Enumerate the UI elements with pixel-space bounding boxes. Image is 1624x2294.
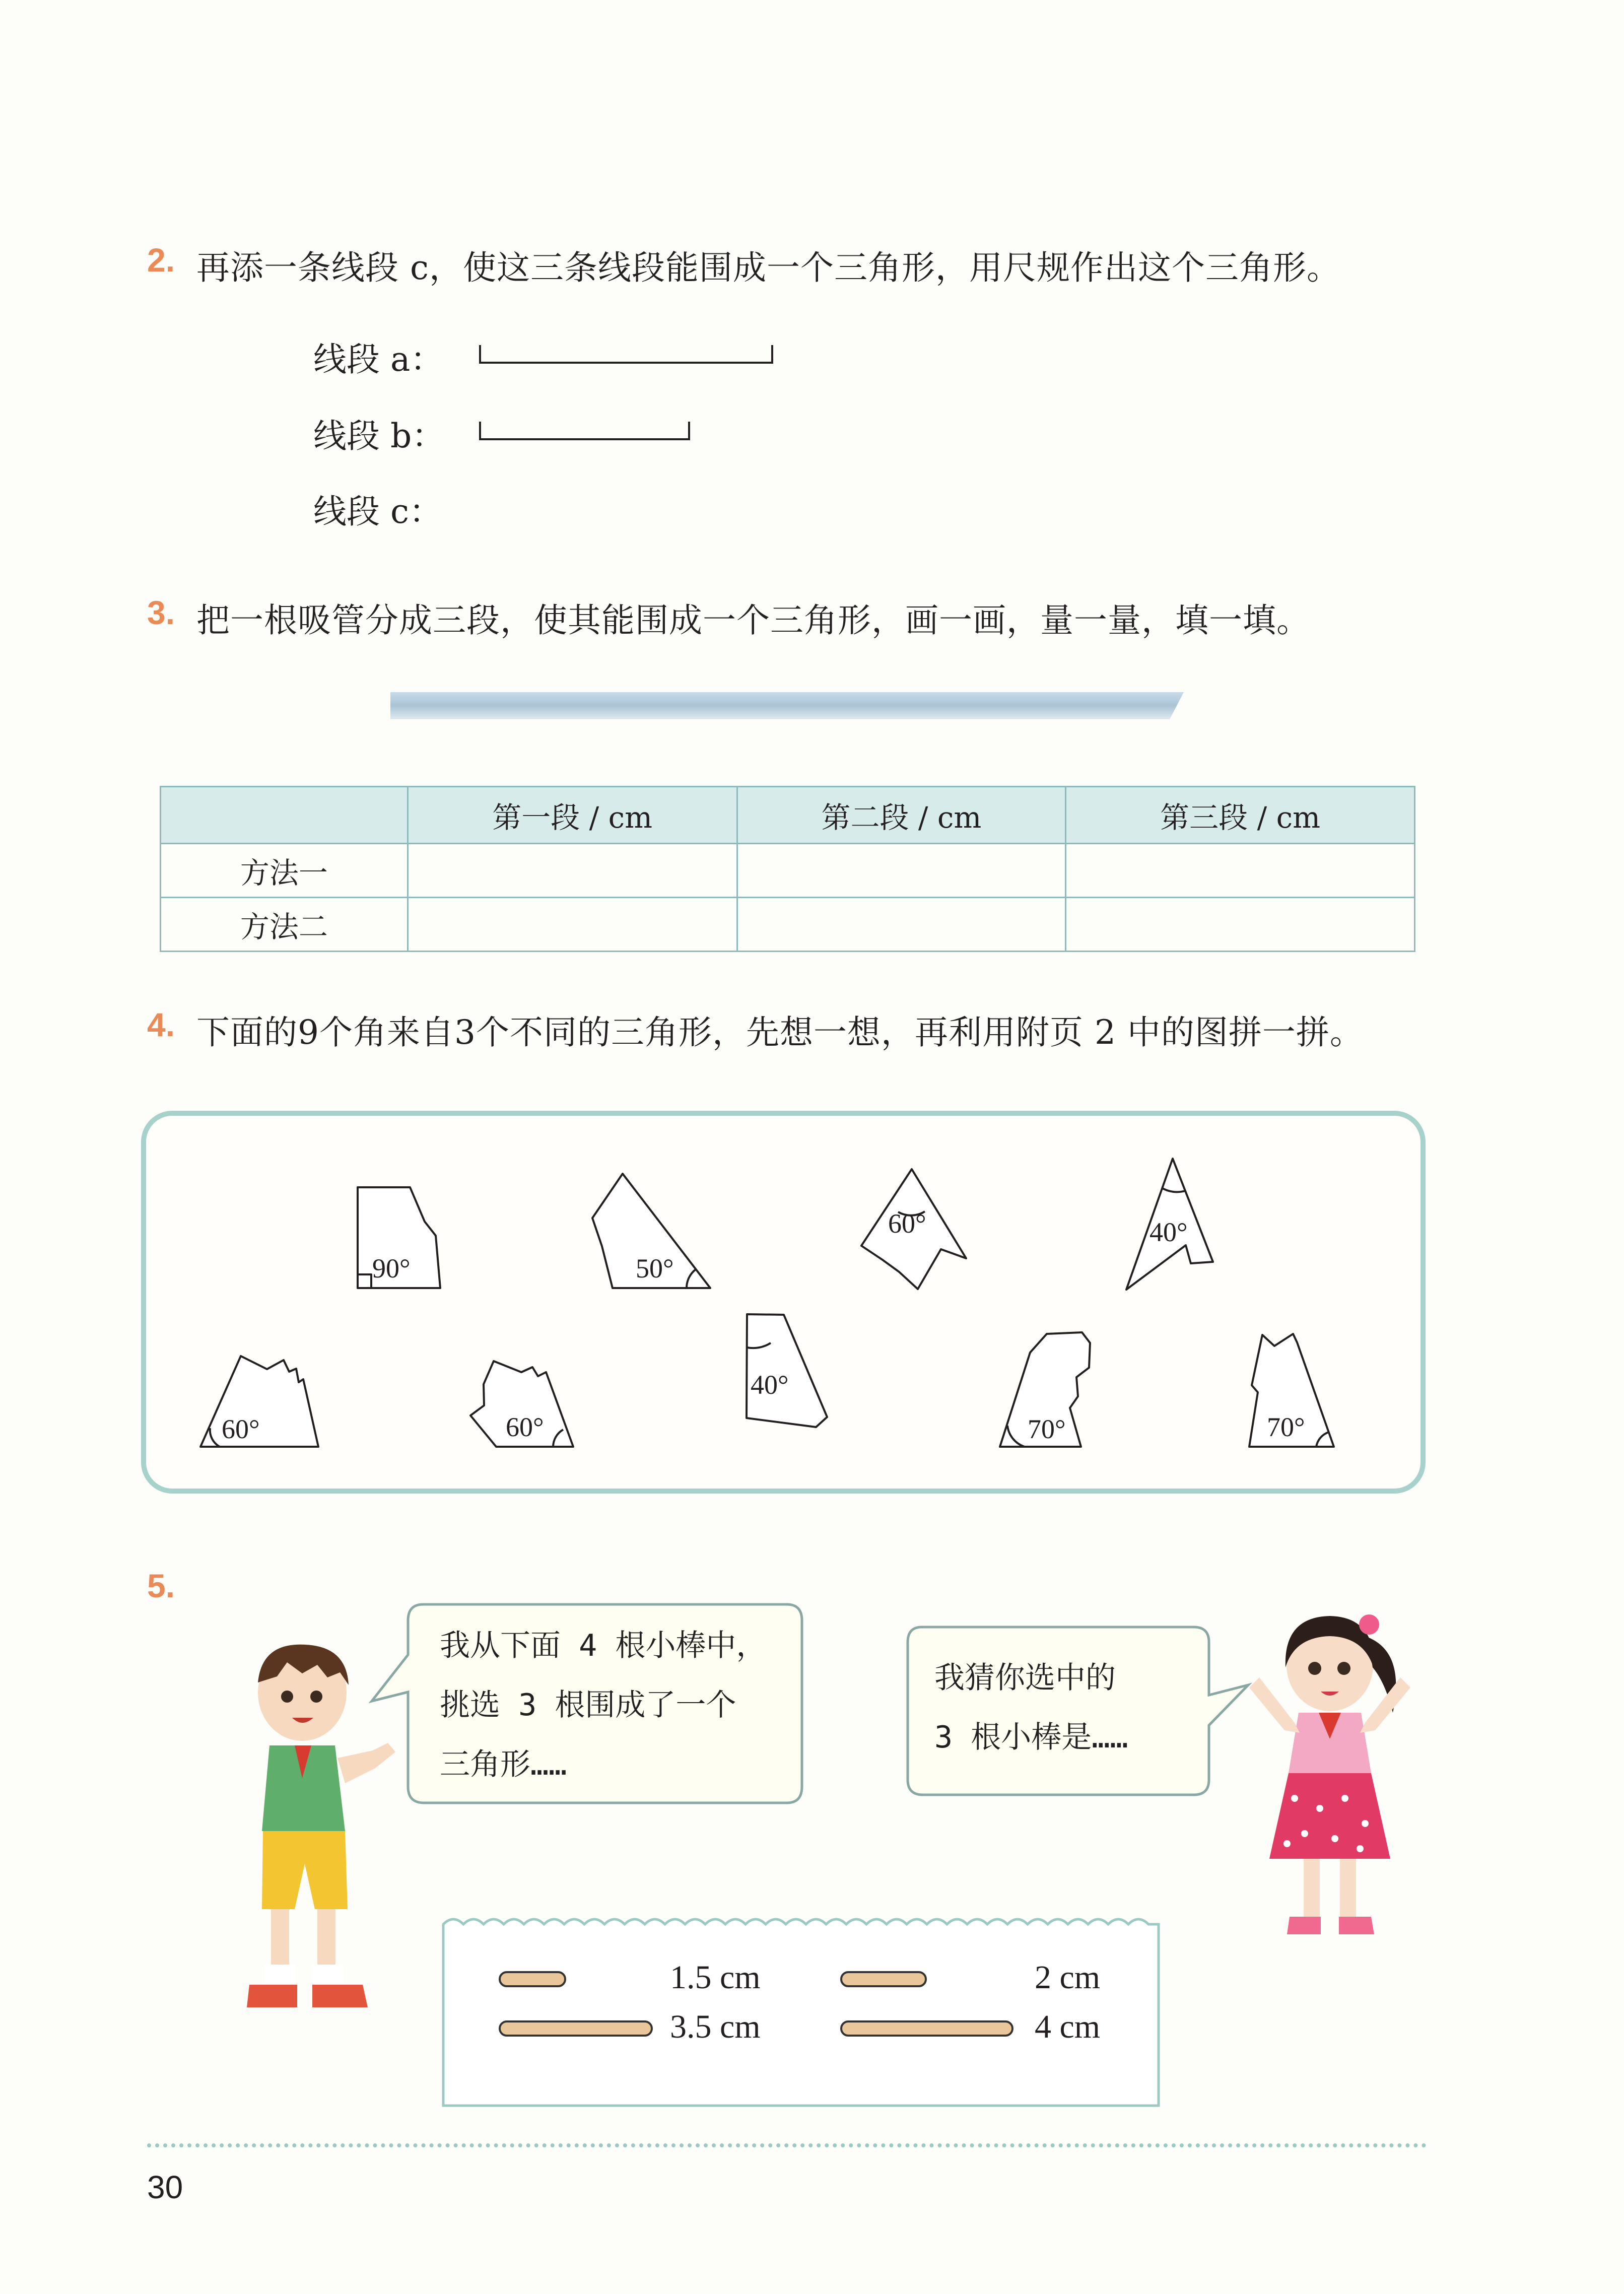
segment-c-label[interactable]: 线段 c： xyxy=(313,492,442,531)
method-label: 方法一 xyxy=(161,844,408,898)
stick-3-5cm xyxy=(500,2021,652,2036)
table-header-cell: 第一段 / cm xyxy=(408,787,737,844)
footer-divider xyxy=(147,2143,1427,2147)
angle-label: 70° xyxy=(1267,1412,1305,1442)
question-2-text: 再添一条线段 c，使这三条线段能围成一个三角形，用尺规作出这个三角形。 xyxy=(196,248,1340,287)
angle-label: 60° xyxy=(506,1412,544,1442)
stick-1-5cm xyxy=(500,1972,565,1986)
angle-label: 90° xyxy=(372,1253,411,1284)
girl-illustration xyxy=(1239,1607,1420,1949)
stick-label: 2 cm xyxy=(1035,1959,1101,1996)
table-header-cell: 第三段 / cm xyxy=(1066,787,1415,844)
page-number: 30 xyxy=(147,2169,183,2205)
question-4-number: 4. xyxy=(147,1006,175,1043)
stick-label: 3.5 cm xyxy=(670,2008,761,2045)
angle-label: 40° xyxy=(1149,1217,1188,1247)
question-2-number: 2. xyxy=(147,241,175,279)
boy-illustration xyxy=(222,1637,403,2020)
segment-a-label: 线段 a： xyxy=(313,340,444,379)
girl-bubble-line: 3 根小棒是…… xyxy=(934,1720,1128,1755)
angle-label: 60° xyxy=(222,1414,260,1444)
stick-2cm xyxy=(841,1972,926,1986)
question-3-number: 3. xyxy=(147,594,175,631)
girl-bubble-line: 我猜你选中的 xyxy=(934,1660,1116,1696)
angle-label: 40° xyxy=(751,1370,789,1400)
stick-label: 4 cm xyxy=(1035,2008,1101,2045)
method-label: 方法二 xyxy=(161,898,408,952)
boy-bubble-line: 挑选 3 根围成了一个 xyxy=(440,1688,736,1723)
question-3-text: 把一根吸管分成三段，使其能围成一个三角形，画一画，量一量，填一填。 xyxy=(196,601,1310,640)
boy-bubble-line: 我从下面 4 根小棒中， xyxy=(440,1628,767,1663)
question-5-number: 5. xyxy=(147,1567,175,1604)
segment-b-label: 线段 b： xyxy=(313,417,445,455)
question-4-text: 下面的9个角来自3个不同的三角形，先想一想，再利用附页 2 中的图拼一拼。 xyxy=(196,1013,1364,1052)
angle-label: 60° xyxy=(888,1208,926,1239)
stick-4cm xyxy=(841,2021,1012,2036)
angle-label: 50° xyxy=(636,1253,674,1284)
table-header-cell: 第二段 / cm xyxy=(737,787,1066,844)
angle-label: 70° xyxy=(1028,1414,1066,1444)
boy-bubble-line: 三角形…… xyxy=(440,1747,567,1782)
sticks xyxy=(494,1962,1038,2053)
stick-label: 1.5 cm xyxy=(670,1959,761,1996)
